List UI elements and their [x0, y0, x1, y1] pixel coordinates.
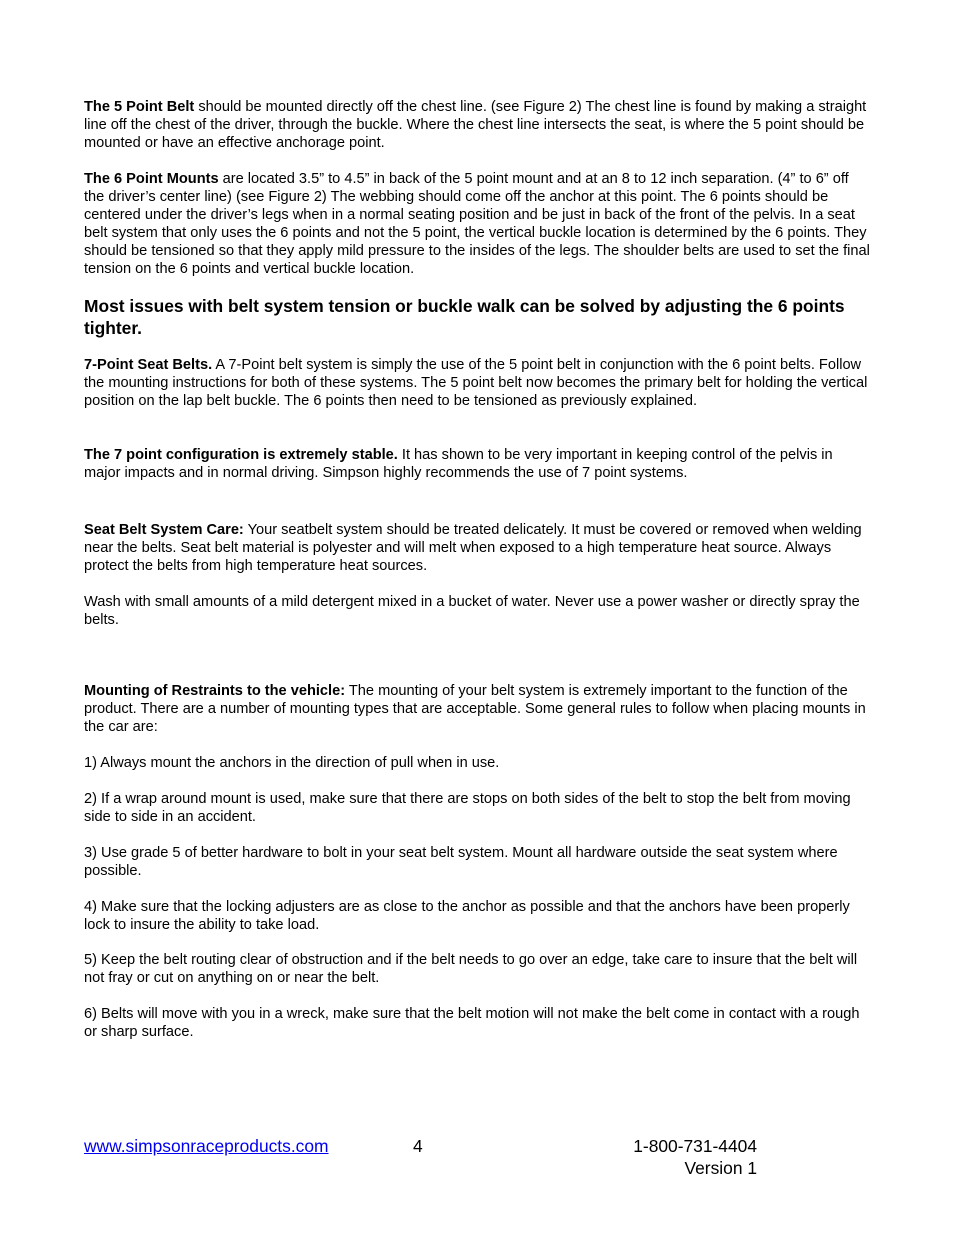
paragraph-seat-belt-care — [84, 521, 872, 575]
paragraph-lead: 7-Point Seat Belts. — [84, 357, 213, 373]
paragraph-text: are located 3.5” to 4.5” in back of the 5 point mount and at an 8 to 12 inch separation. (4” to 6” off the driver’s center line) (see Figure 2) The webbing should come off the anchor at this point. The 6 points should be centered under the driver’s legs when in a normal seating position and be just in back of the front of the pelvis. In a seat belt system that only uses the 6 points and not the 5 point, the vertical buckle location is determined by the 6 points. They should be tensioned so that they apply mild pressure to the insides of the legs. The shoulder belts are used to set the final tension on the 6 points and vertical buckle location. — [84, 171, 870, 277]
paragraph-lead: The 6 Point Mounts — [84, 171, 219, 187]
rule-item-4: 4) Make sure that the locking adjusters are as close to the anchor as possible and that the anchors have been properly lock to insure the ability to take load. — [84, 899, 850, 933]
paragraph-mounting-restraints — [84, 682, 872, 736]
phone-number: 1-800-731-4404 — [633, 1136, 757, 1156]
paragraph-washing: Wash with small amounts of a mild detergent mixed in a bucket of water. Never use a power washer or directly spray the belts. — [84, 594, 860, 628]
paragraph-7-point-seat-belts — [84, 356, 872, 410]
website-link[interactable]: www.simpsonraceproducts.com — [84, 1136, 329, 1156]
paragraph-7-point-stable — [84, 446, 872, 482]
rule-item-6: 6) Belts will move with you in a wreck, make sure that the belt motion will not make the belt come in contact with a rough or sharp surface. — [84, 1006, 860, 1040]
rule-item-3: 3) Use grade 5 of better hardware to bolt in your seat belt system. Mount all hardware outside the seat system where possible. — [84, 845, 838, 879]
rule-item-2: 2) If a wrap around mount is used, make sure that there are stops on both sides of the belt to stop the belt from moving side to side in an accident. — [84, 791, 851, 825]
rule-item-5: 5) Keep the belt routing clear of obstruction and if the belt needs to go over an edge, take care to insure that the belt will not fray or cut on anything on or near the belt. — [84, 952, 858, 986]
paragraph-text: should be mounted directly off the chest line. (see Figure 2) The chest line is found by making a straight line off the chest of the driver, through the buckle. Where the chest line intersects the seat, is where the 5 point should be mounted or have an effective anchorage point. — [84, 99, 867, 151]
highlight-statement: Most issues with belt system tension or buckle walk can be solved by adjusting the 6 points tighter. — [84, 296, 845, 338]
paragraph-6-point-mounts — [84, 170, 872, 278]
version-label: Version 1 — [684, 1158, 757, 1178]
paragraph-text: The mounting of your belt system is extremely important to the function of the product. There are a number of mounting types that are acceptable. Some general rules to follow when placing mounts in the car are: — [84, 683, 866, 735]
paragraph-lead: Mounting of Restraints to the vehicle: — [84, 683, 346, 699]
paragraph-lead: Seat Belt System Care: — [84, 522, 244, 538]
paragraph-5-point-belt — [84, 98, 872, 152]
paragraph-text: It has shown to be very important in keeping control of the pelvis in major impacts and in normal driving. Simpson highly recommends the use of 7 point systems. — [84, 447, 833, 481]
rule-item-1: 1) Always mount the anchors in the direction of pull when in use. — [84, 755, 500, 771]
paragraph-lead: The 5 Point Belt — [84, 99, 195, 115]
footer-contact — [633, 1135, 757, 1179]
paragraph-text: Your seatbelt system should be treated delicately. It must be covered or removed when welding near the belts. Seat belt material is polyester and will melt when exposed to a high temperature heat source. Always protect the belts from high temperature heat sources. — [84, 522, 862, 574]
paragraph-lead: The 7 point configuration is extremely stable. — [84, 447, 398, 463]
paragraph-text: A 7-Point belt system is simply the use of the 5 point belt in conjunction with the 6 point belts. Follow the mounting instructions for both of these systems. The 5 point belt now becomes the primary belt for holding the vertical position on the lap belt buckle. The 6 points then need to be tensioned as previously explained. — [84, 357, 868, 409]
page-number: 4 — [413, 1136, 423, 1156]
